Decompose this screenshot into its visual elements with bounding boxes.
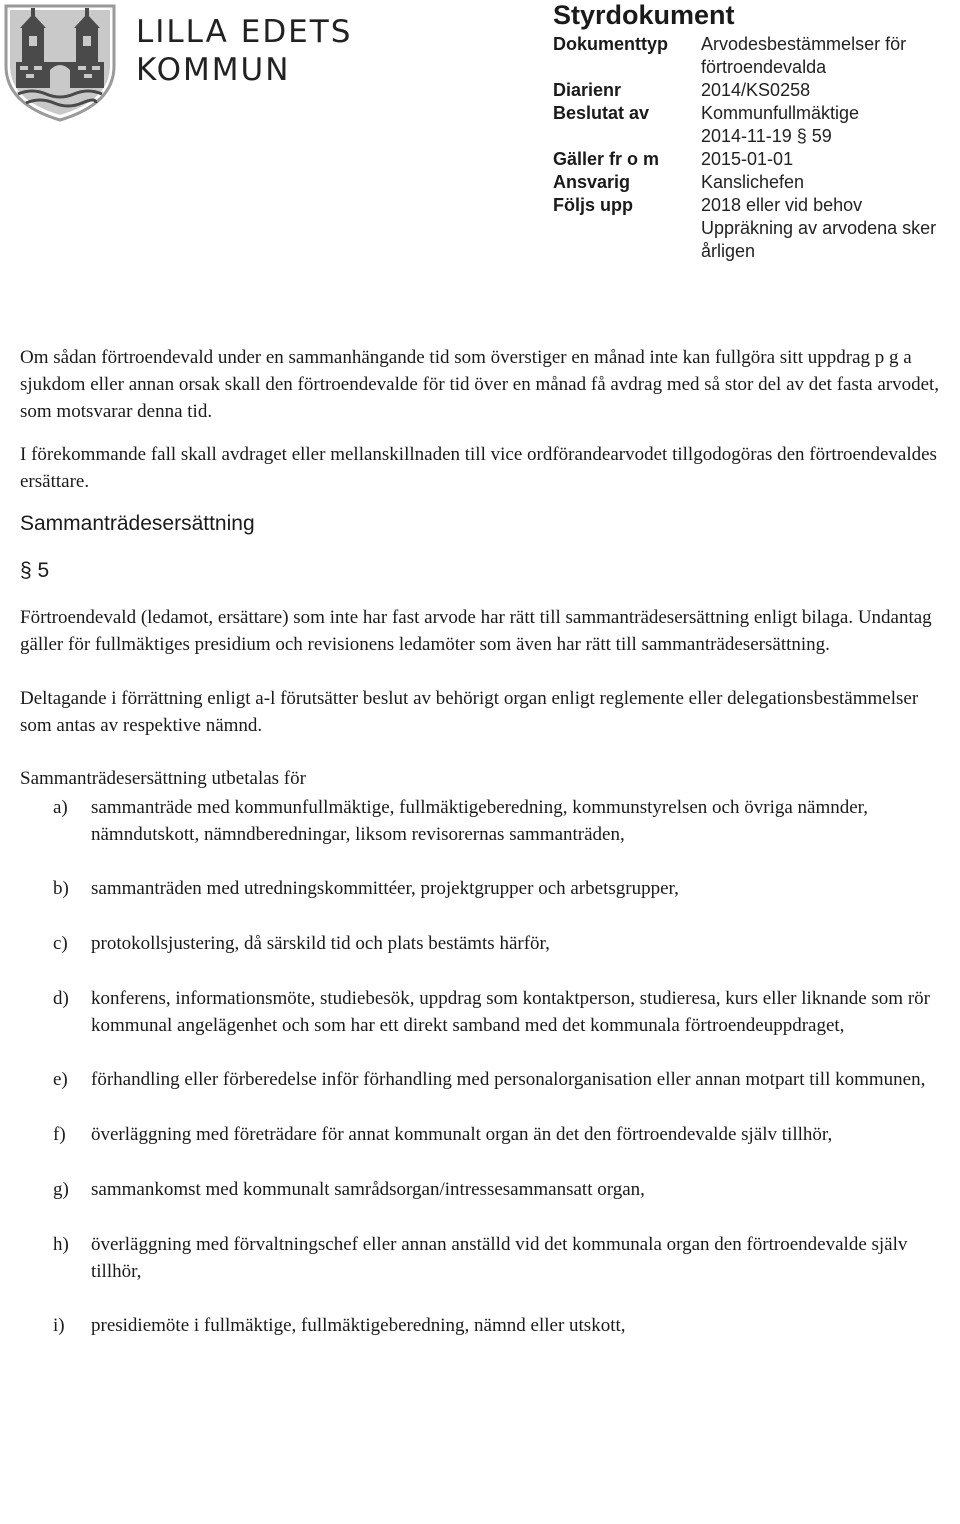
list-item-text: förhandling eller förberedelse inför förhandling med personalorganisation eller annan motpart till kommunen,	[91, 1069, 926, 1090]
section-heading: Sammanträdesersättning	[20, 512, 255, 535]
list-item-text: sammanträde med kommunfullmäktige, fullmäktigeberedning, kommunstyrelsen och övriga nämnder, nämndutskott, nämndberedningar, liksom revisorernas sammanträden,	[91, 797, 868, 845]
list-item	[20, 1121, 950, 1148]
list-item-letter: b)	[53, 878, 69, 899]
metadata-label: Dokumenttyp	[553, 34, 669, 54]
compensation-list	[20, 794, 950, 1339]
metadata-value	[701, 102, 936, 148]
list-item-letter: d)	[53, 988, 69, 1009]
metadata-row	[553, 79, 936, 102]
metadata-value-line: 2014-11-19 § 59	[701, 126, 832, 146]
metadata-value-line: Kommunfullmäktige	[701, 103, 860, 123]
list-item-letter: i)	[53, 1315, 65, 1336]
metadata-label: Följs upp	[553, 195, 633, 215]
metadata-value	[701, 79, 936, 102]
metadata-table	[553, 33, 936, 263]
list-item	[20, 794, 950, 848]
list-item-letter: h)	[53, 1234, 69, 1255]
list-item	[20, 1231, 950, 1285]
list-item-text: sammankomst med kommunalt samrådsorgan/intressesammansatt organ,	[91, 1179, 645, 1200]
organization-name-line2: KOMMUN	[136, 52, 291, 88]
metadata-value-line: förtroendevalda	[701, 57, 827, 77]
list-item-text: överläggning med företrädare för annat kommunalt organ än det den förtroendevalde själv tillhör,	[91, 1124, 833, 1145]
organization-name	[136, 14, 352, 88]
list-item-letter: g)	[53, 1179, 69, 1200]
list-item-text: konferens, informationsmöte, studiebesök, uppdrag som kontaktperson, studieresa, kurs eller liknande som rör kommunal angelägenhet och som har ett direkt samband med det kommunala förtroendeuppdraget,	[91, 988, 930, 1036]
list-item-text: överläggning med förvaltningschef eller annan anställd vid det kommunala organ den förtroendevalde själv tillhör,	[91, 1234, 908, 1282]
list-item	[20, 1066, 950, 1093]
list-item	[20, 1312, 950, 1339]
metadata-row	[553, 194, 936, 263]
list-intro: Sammanträdesersättning utbetalas för	[20, 768, 306, 789]
list-item-text: sammanträden med utredningskommittéer, projektgrupper och arbetsgrupper,	[91, 878, 679, 899]
metadata-label: Diarienr	[553, 80, 622, 100]
metadata-value-line: 2014/KS0258	[701, 80, 811, 100]
list-item	[20, 985, 950, 1039]
organization-name-line1: LILLA EDETS	[136, 14, 353, 50]
metadata-label: Gäller fr o m	[553, 149, 660, 169]
metadata-value-line: 2015-01-01	[701, 149, 794, 169]
metadata-value-line: årligen	[701, 241, 756, 261]
list-item-text: protokollsjustering, då särskild tid och plats bestämts härför,	[91, 933, 550, 954]
metadata-row	[553, 171, 936, 194]
metadata-label: Beslutat av	[553, 103, 650, 123]
metadata-value-line: 2018 eller vid behov	[701, 195, 863, 215]
list-item	[20, 930, 950, 957]
metadata-row	[553, 33, 936, 79]
paragraph-deputy-compensation: I förekommande fall skall avdraget eller mellanskillnaden till vice ordförandearvodet tillgodogöras den förtroendevaldes ersättare.	[20, 444, 937, 492]
list-item	[20, 875, 950, 902]
metadata-value	[701, 148, 936, 171]
document-body	[20, 344, 950, 1339]
metadata-value	[701, 194, 936, 263]
coat-of-arms-logo	[4, 4, 116, 122]
metadata-value-line: Uppräkning av arvodena sker	[701, 218, 937, 238]
metadata-label: Ansvarig	[553, 172, 631, 192]
metadata-value-line: Arvodesbestämmelser för	[701, 34, 907, 54]
list-item-letter: e)	[53, 1069, 68, 1090]
metadata-value	[701, 171, 936, 194]
list-item-letter: a)	[53, 797, 68, 818]
paragraph-eligibility: Förtroendevald (ledamot, ersättare) som inte har fast arvode har rätt till sammanträdesersättning enligt bilaga. Undantag gäller för fullmäktiges presidium och revisionens ledamöter som även har rätt till sammanträdesersättning.	[20, 607, 932, 655]
metadata-value-line: Kanslichefen	[701, 172, 805, 192]
section-number: § 5	[20, 559, 50, 582]
metadata-value	[701, 33, 936, 79]
metadata-row	[553, 102, 936, 148]
list-item-letter: c)	[53, 933, 68, 954]
paragraph-participation: Deltagande i förrättning enligt a-l förutsätter beslut av behörigt organ enligt reglemente eller delegationsbestämmelser som antas av respektive nämnd.	[20, 688, 919, 736]
list-item-text: presidiemöte i fullmäktige, fullmäktigeberedning, nämnd eller utskott,	[91, 1315, 626, 1336]
paragraph-sick-leave-deduction: Om sådan förtroendevald under en sammanhängande tid som överstiger en månad inte kan fullgöra sitt uppdrag p g a sjukdom eller annan orsak skall den förtroendevalde för tid över en månad få avdrag med så stor del av det fasta arvodet, som motsvarar denna tid.	[20, 347, 940, 422]
list-item	[20, 1176, 950, 1203]
document-metadata	[553, 0, 960, 263]
list-item-letter: f)	[53, 1124, 66, 1145]
metadata-row	[553, 148, 936, 171]
document-title: Styrdokument	[553, 0, 735, 30]
